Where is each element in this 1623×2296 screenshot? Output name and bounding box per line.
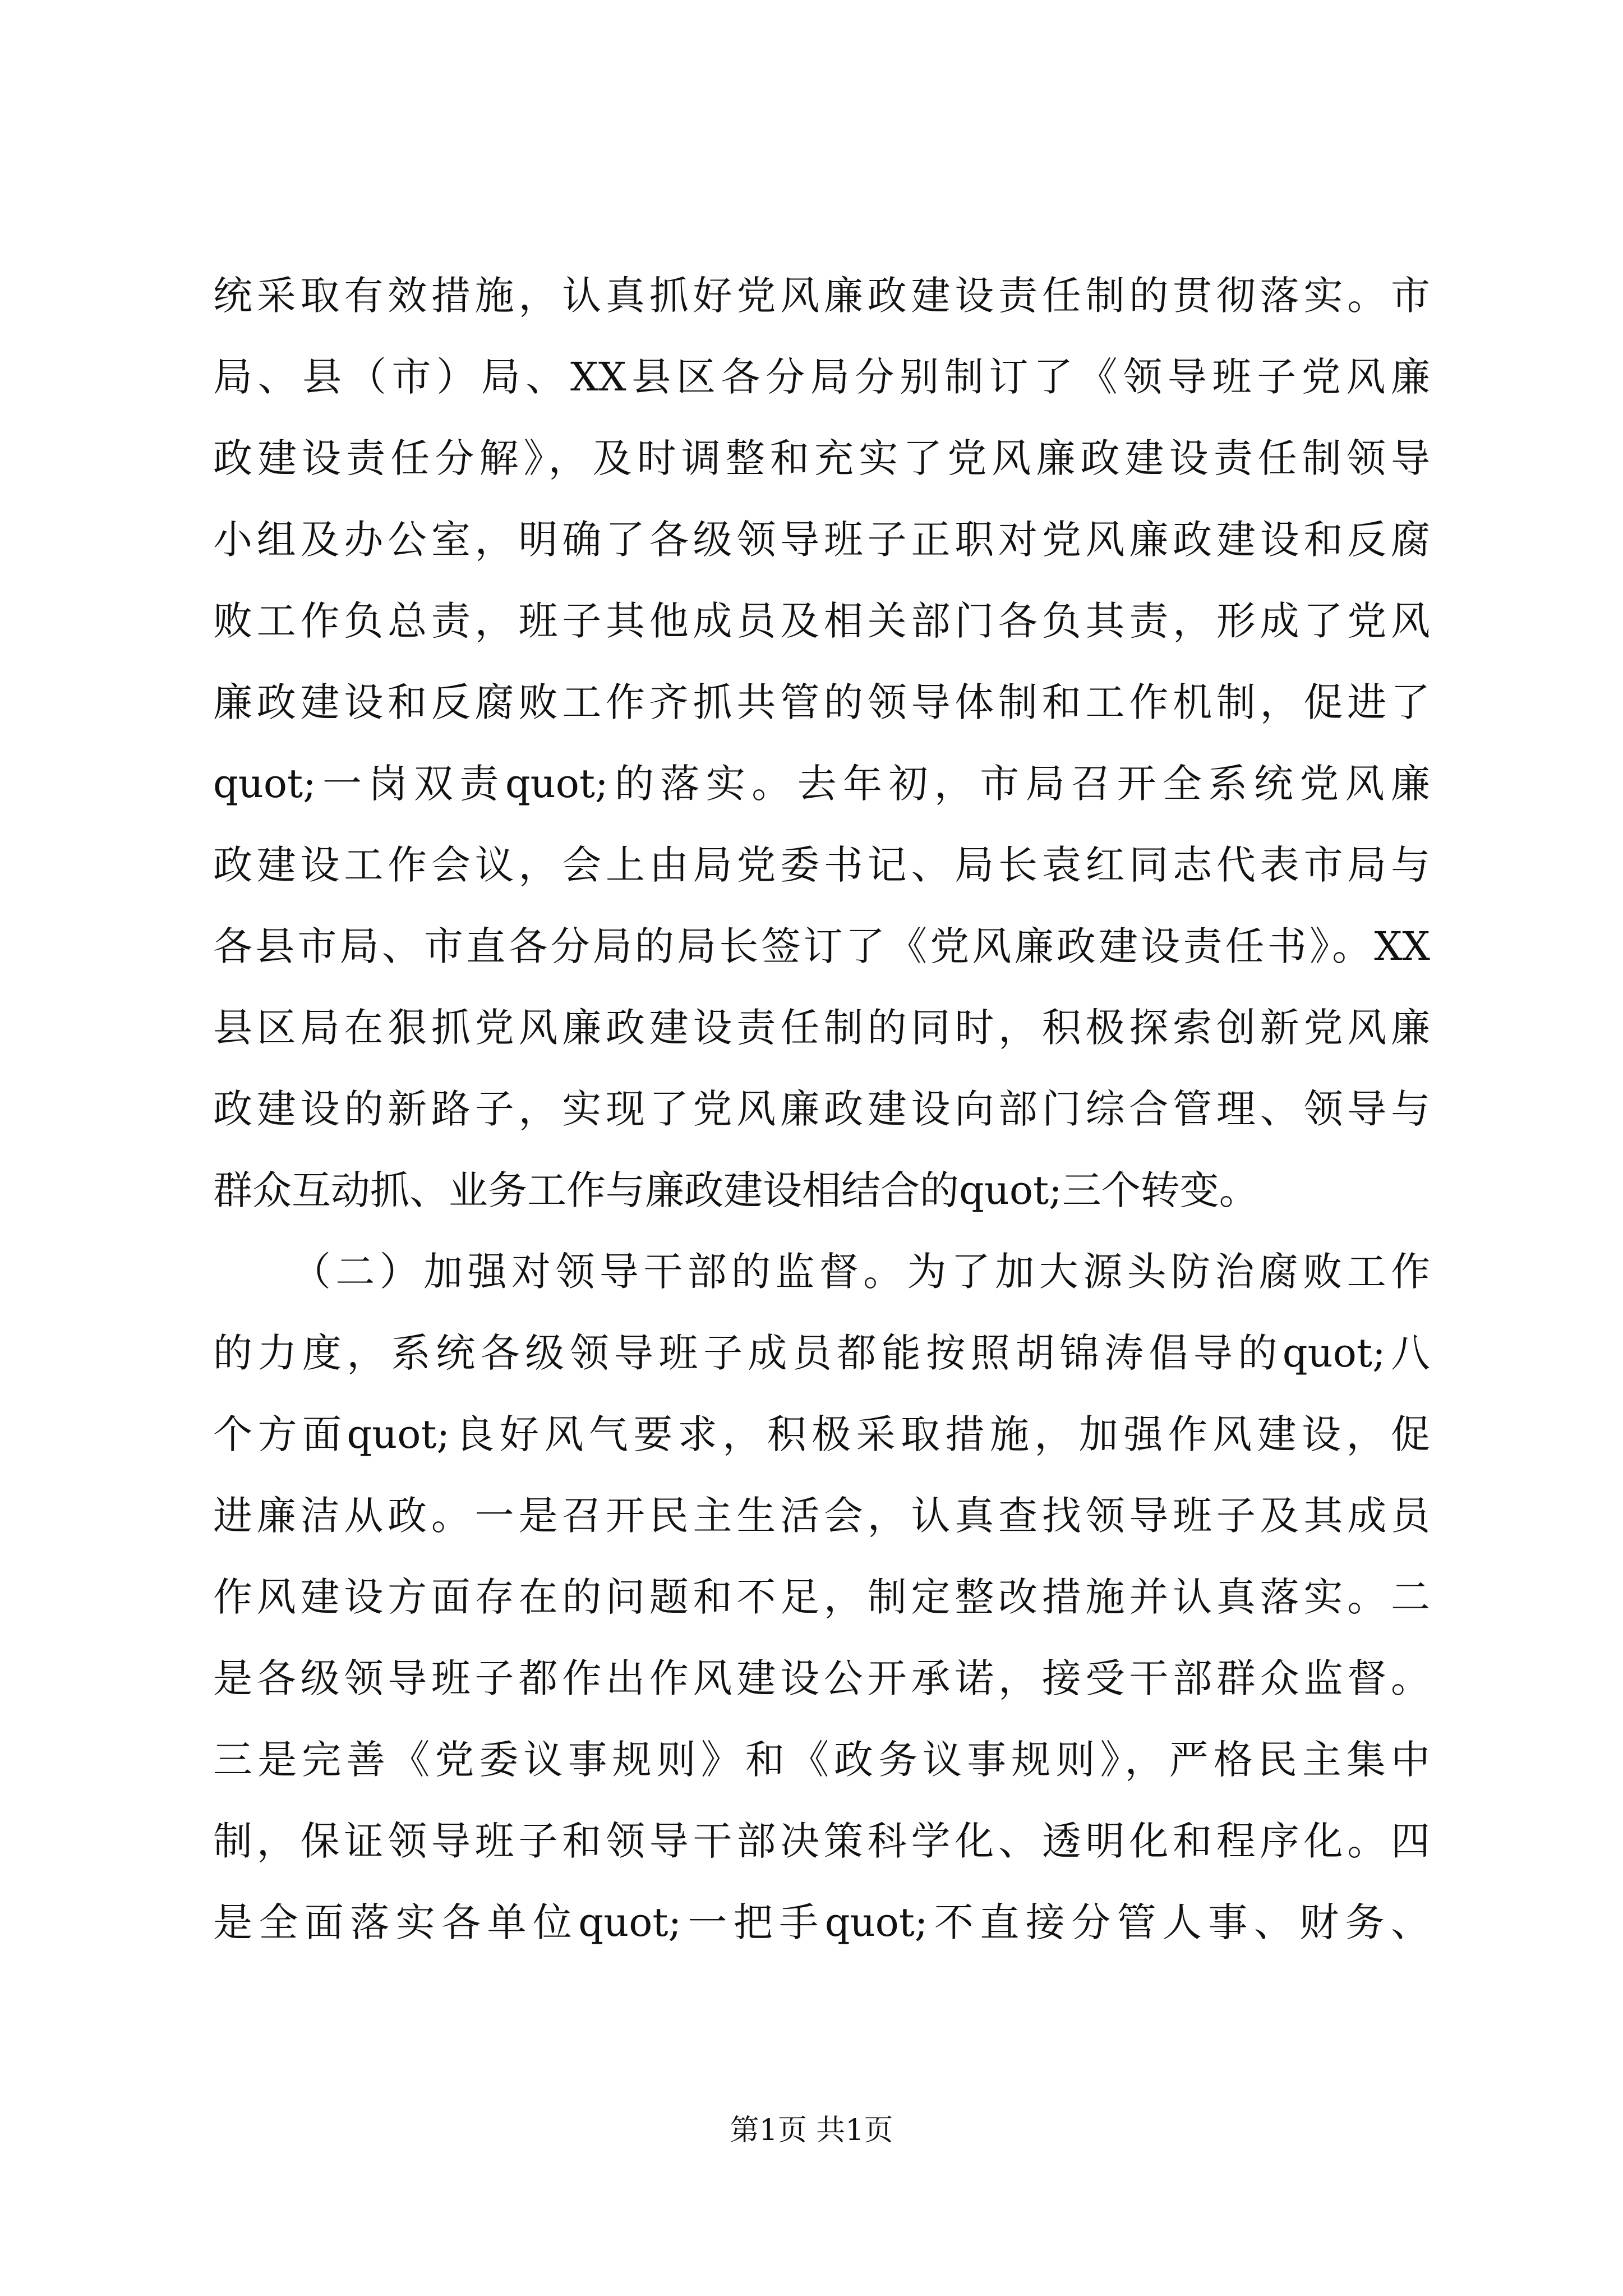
text-line: （二）加强对领导干部的监督。为了加大源头防治腐败工作 <box>292 1249 1430 1295</box>
text-line: 政建设责任分解》，及时调整和充实了党风廉政建设责任制领导 <box>213 435 1430 481</box>
text-line: 群众互动抓、业务工作与廉政建设相结合的quot;三个转变。 <box>213 1167 1258 1213</box>
text-line: 进廉洁从政。一是召开民主生活会，认真查找领导班子及其成员 <box>213 1493 1430 1539</box>
text-line: 县区局在狠抓党风廉政建设责任制的同时，积极探索创新党风廉 <box>213 1005 1430 1051</box>
text-line: 制，保证领导班子和领导干部决策科学化、透明化和程序化。四 <box>213 1818 1430 1864</box>
text-line: 个方面quot;良好风气要求，积极采取措施，加强作风建设，促 <box>213 1411 1430 1457</box>
text-line: 政建设工作会议，会上由局党委书记、局长袁红同志代表市局与 <box>213 842 1430 888</box>
text-line: 作风建设方面存在的问题和不足，制定整改措施并认真落实。二 <box>213 1574 1430 1620</box>
text-line: 政建设的新路子，实现了党风廉政建设向部门综合管理、领导与 <box>213 1086 1430 1132</box>
text-line: 廉政建设和反腐败工作齐抓共管的领导体制和工作机制，促进了 <box>213 679 1430 725</box>
text-line: 败工作负总责，班子其他成员及相关部门各负其责，形成了党风 <box>213 598 1430 644</box>
text-line: 是各级领导班子都作出作风建设公开承诺，接受干部群众监督。 <box>213 1655 1430 1701</box>
page-number-label: 第1页 共1页 <box>730 2114 893 2147</box>
text-line: 的力度，系统各级领导班子成员都能按照胡锦涛倡导的quot;八 <box>213 1330 1430 1376</box>
text-line: 小组及办公室，明确了各级领导班子正职对党风廉政建设和反腐 <box>213 517 1430 563</box>
page-footer <box>0 2106 1623 2148</box>
text-line: 局、县（市）局、XX县区各分局分别制订了《领导班子党风廉 <box>213 354 1430 400</box>
text-line: 各县市局、市直各分局的局长签订了《党风廉政建设责任书》。XX <box>213 923 1430 969</box>
text-line: quot;一岗双责quot;的落实。去年初，市局召开全系统党风廉 <box>213 761 1430 807</box>
text-line: 是全面落实各单位quot;一把手quot;不直接分管人事、财务、 <box>213 1899 1430 1945</box>
text-line: 三是完善《党委议事规则》和《政务议事规则》，严格民主集中 <box>213 1737 1430 1783</box>
text-line: 统采取有效措施，认真抓好党风廉政建设责任制的贯彻落实。市 <box>213 273 1430 319</box>
document-body <box>213 255 1430 1963</box>
